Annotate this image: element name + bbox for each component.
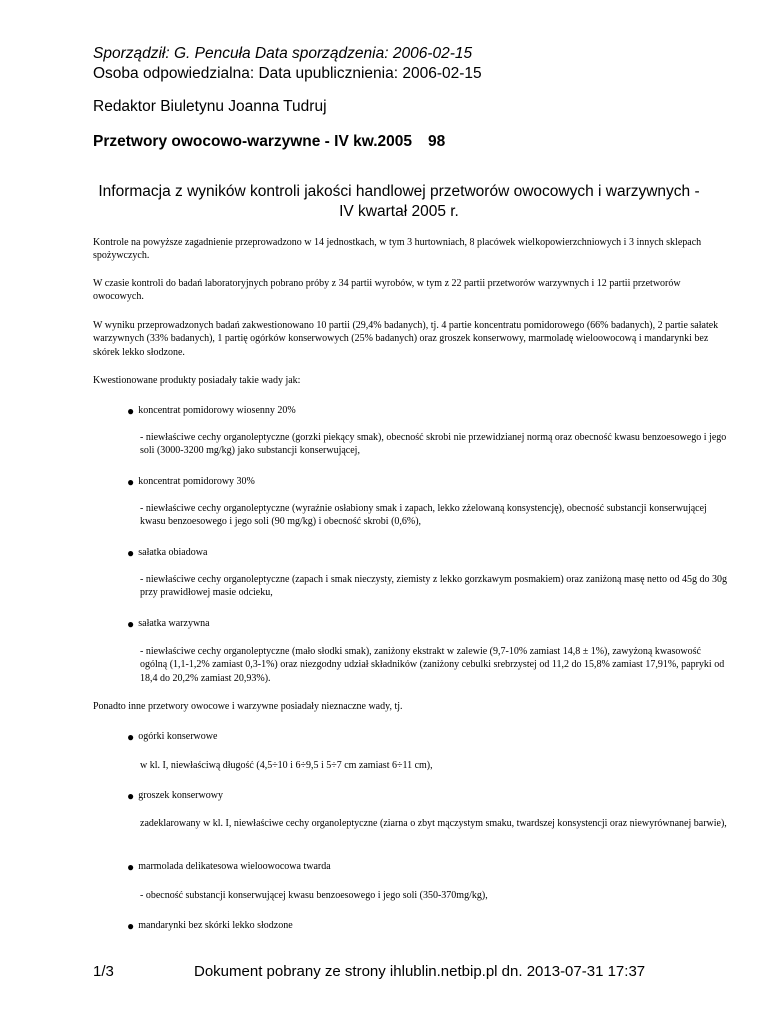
- bullet-icon: ●: [127, 789, 135, 803]
- bullet-icon: ●: [127, 730, 135, 744]
- paragraph-results: W wyniku przeprowadzonych badań zakwestionowano 10 partii (29,4% badanych), tj. 4 partie koncentratu pomidorowego (66% badanych), 2 partie sałatek warzywnych (33% badanych), 1 partię ogórków konserwowych (25% badanych) oraz groszek konserwowy, marmoladę wieloowocową i mandarynki bez skórek lekko słodzone.: [93, 320, 719, 358]
- list-item-detail: - niewłaściwe cechy organoleptyczne (mało słodki smak), zaniżony ekstrakt w zalewie (9,7-10% zamiast 14,8 ± 1%), zawyżoną kwasowość ogólną (1,1-1,2% zamiast 0,3-1%) oraz niezgodny udział składników (zaniżony cebulki srebrzystej od 11,2 do 15,8% zamiast 17,91%, papryki od 18,4 do 20,2% zamiast 20,93%).: [140, 646, 725, 684]
- list-item-detail: - obecność substancji konserwującej kwasu benzoesowego i jego soli (350-370mg/kg),: [140, 890, 488, 901]
- list-item: ● koncentrat pomidorowy 30%: [127, 475, 255, 489]
- title-text: Przetwory owocowo-warzywne - IV kw.2005: [93, 133, 412, 150]
- paragraph-minor-intro: Ponadto inne przetwory owocowe i warzywne posiadały nieznaczne wady, tj.: [93, 701, 403, 712]
- bullet-icon: ●: [127, 546, 135, 560]
- bullet-icon: ●: [127, 617, 135, 631]
- responsible-line: Osoba odpowiedzialna: Data upublicznienia: 2006-02-15: [93, 65, 482, 82]
- bullet-icon: ●: [127, 404, 135, 418]
- download-source: Dokument pobrany ze strony ihlublin.netbip.pl dn. 2013-07-31 17:37: [194, 963, 646, 980]
- list-item: ● mandarynki bez skórki lekko słodzone: [127, 919, 293, 933]
- bullet-icon: ●: [127, 919, 135, 933]
- prepared-by-line: Sporządził: G. Pencuła Data sporządzenia: 2006-02-15: [93, 45, 473, 62]
- paragraph-units: Kontrole na powyższe zagadnienie przeprowadzono w 14 jednostkach, w tym 3 hurtowniach, 8 placówek wielkopowierzchniowych i 3 innych sklepach spożywczych.: [93, 237, 702, 262]
- list-item-detail: w kl. I, niewłaściwą długość (4,5÷10 i 6÷9,5 i 5÷7 cm zamiast 6÷11 cm),: [140, 760, 433, 771]
- list-item: ● groszek konserwowy: [127, 789, 223, 803]
- list-item: ● ogórki konserwowe: [127, 730, 218, 744]
- list-item-detail: - niewłaściwe cechy organoleptyczne (gorzki piekący smak), obecność skrobi nie przewidzianej normą oraz obecność kwasu benzoesowego i jego soli (3000-3200 mg/kg) jako substancji konserwującej,: [140, 432, 727, 457]
- paragraph-defects-intro: Kwestionowane produkty posiadały takie wady jak:: [93, 375, 301, 386]
- page-number: 1/3: [93, 963, 114, 980]
- list-item: ● sałatka warzywna: [127, 617, 210, 631]
- document-title: [93, 133, 445, 151]
- title-number: 98: [428, 133, 446, 150]
- list-item: ● koncentrat pomidorowy wiosenny 20%: [127, 404, 296, 418]
- list-item-detail: - niewłaściwe cechy organoleptyczne (zapach i smak nieczysty, ziemisty z lekko gorzkawym posmakiem) oraz zaniżoną masę netto od 45g do 30g przy prawidłowej masie odcieku,: [140, 574, 728, 599]
- bullet-icon: ●: [127, 860, 135, 874]
- paragraph-samples: W czasie kontroli do badań laboratoryjnych pobrano próby z 34 partii wyrobów, w tym z 22 partii przetworów warzywnych i 12 partii przetworów owocowych.: [93, 278, 681, 303]
- list-item-detail: zadeklarowany w kl. I, niewłaściwe cechy organoleptyczne (ziarna o zbyt mączystym smaku, twardszej konsystencji oraz niewyrównanej barwie),: [140, 818, 727, 829]
- list-item-detail: - niewłaściwe cechy organoleptyczne (wyraźnie osłabiony smak i zapach, lekko zżelowaną konsystencję), obecność substancji konserwującej kwasu benzoesowego i jego soli (90 mg/kg) i obecność skrobi (0,6%),: [140, 503, 707, 528]
- bullet-icon: ●: [127, 475, 135, 489]
- list-item: ● sałatka obiadowa: [127, 546, 208, 560]
- editor-line: Redaktor Biuletynu Joanna Tudruj: [93, 98, 327, 115]
- list-item: ● marmolada delikatesowa wieloowocowa twarda: [127, 860, 331, 874]
- section-heading: Informacja z wyników kontroli jakości handlowej przetworów owocowych i warzywnych - IV kwartał 2005 r.: [98, 183, 700, 220]
